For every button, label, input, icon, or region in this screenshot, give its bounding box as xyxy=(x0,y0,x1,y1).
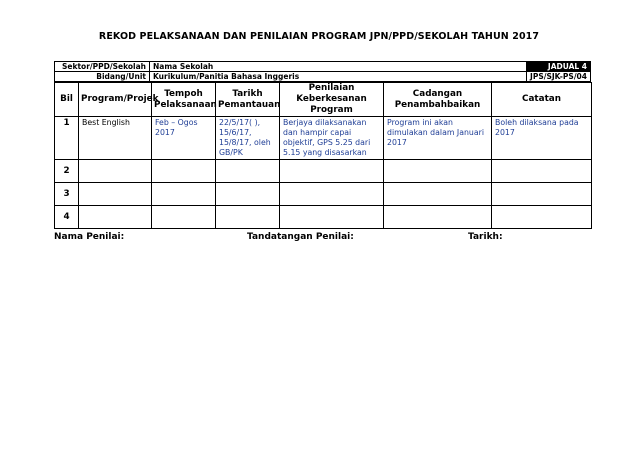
program-table xyxy=(54,82,592,229)
row-tempoh: Feb – Ogos 2017 xyxy=(152,117,216,160)
empty-cell xyxy=(384,183,492,206)
col-header-bil: Bil xyxy=(55,83,79,117)
empty-cell xyxy=(492,160,592,183)
col-header-catatan: Catatan xyxy=(492,83,592,117)
row-tarikh: 22/5/17( ), 15/6/17, 15/8/17, oleh GB/PK xyxy=(216,117,280,160)
empty-cell xyxy=(79,160,152,183)
empty-cell xyxy=(152,206,216,229)
empty-cell xyxy=(492,183,592,206)
empty-cell xyxy=(384,160,492,183)
row-cadangan: Program ini akan dimulakan dalam Januari 2017 xyxy=(384,117,492,160)
row-bil: 1 xyxy=(55,117,79,160)
sector-value: Nama Sekolah xyxy=(150,62,527,72)
document-title: REKOD PELAKSANAAN DAN PENILAIAN PROGRAM JPN/PPD/SEKOLAH TAHUN 2017 xyxy=(98,31,540,42)
col-header-penilaian: Penilaian Keberkesanan Program xyxy=(280,83,384,117)
evaluator-name-label: Nama Penilai: xyxy=(54,232,125,242)
empty-cell xyxy=(280,160,384,183)
empty-cell xyxy=(79,183,152,206)
unit-value: Kurikulum/Panitia Bahasa Inggeris xyxy=(150,72,527,82)
col-header-cadangan: Cadangan Penambahbaikan xyxy=(384,83,492,117)
row-penilaian: Berjaya dilaksanakan dan hampir capai objektif, GPS 5.25 dari 5.15 yang disasarkan xyxy=(280,117,384,160)
table-header-row xyxy=(55,83,592,117)
col-header-program: Program/Projek xyxy=(79,83,152,117)
empty-cell xyxy=(280,206,384,229)
schedule-tag: JADUAL 4 xyxy=(527,62,591,72)
row-bil: 2 xyxy=(55,160,79,183)
row-program: Best English xyxy=(79,117,152,160)
empty-cell xyxy=(216,160,280,183)
empty-cell xyxy=(79,206,152,229)
date-label: Tarikh: xyxy=(468,232,503,242)
table-row xyxy=(55,117,592,160)
empty-cell xyxy=(384,206,492,229)
form-code: JPS/SJK-PS/04 xyxy=(527,72,591,82)
sector-label: Sektor/PPD/Sekolah xyxy=(55,62,150,72)
evaluator-signature-label: Tandatangan Penilai: xyxy=(247,232,354,242)
empty-cell xyxy=(216,183,280,206)
empty-cell xyxy=(152,160,216,183)
row-catatan: Boleh dilaksana pada 2017 xyxy=(492,117,592,160)
col-header-tarikh: Tarikh Pemantauan xyxy=(216,83,280,117)
table-row xyxy=(55,206,592,229)
empty-cell xyxy=(152,183,216,206)
row-bil: 3 xyxy=(55,183,79,206)
table-row xyxy=(55,160,592,183)
unit-label: Bidang/Unit xyxy=(55,72,150,82)
header-table xyxy=(54,61,591,82)
empty-cell xyxy=(216,206,280,229)
table-row xyxy=(55,183,592,206)
empty-cell xyxy=(492,206,592,229)
empty-cell xyxy=(280,183,384,206)
col-header-tempoh: Tempoh Pelaksanaan xyxy=(152,83,216,117)
row-bil: 4 xyxy=(55,206,79,229)
